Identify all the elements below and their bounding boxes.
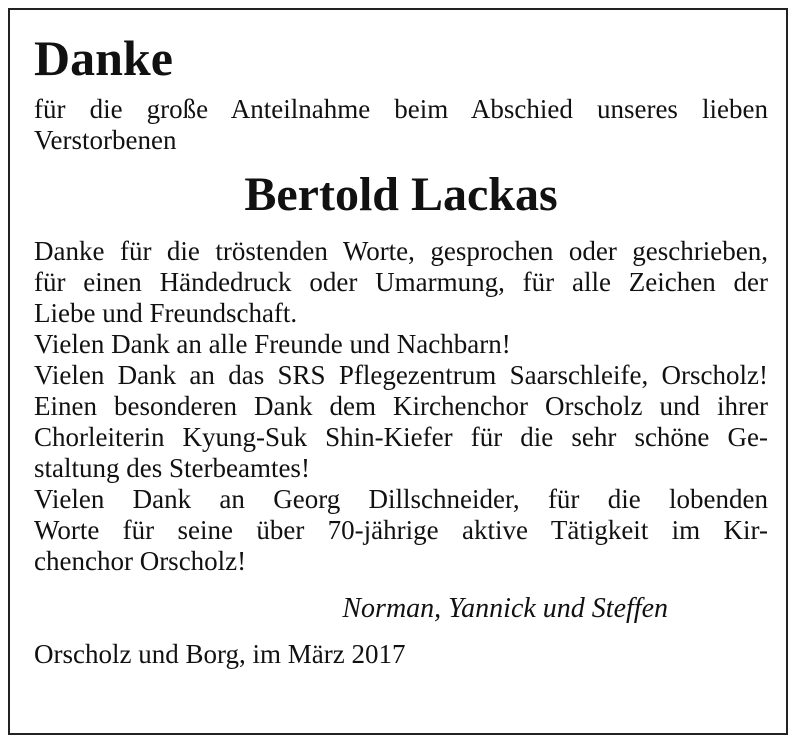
thanks-line: Vielen Dank an das SRS Pflegezentrum Saarschleife, Orscholz! [34,360,768,390]
intro-text [34,94,768,156]
thanks-line: Chorleiterin Kyung-Suk Shin-Kiefer für die sehr schöne Ge- [34,422,768,452]
place-date: Orscholz und Borg, im März 2017 [34,639,406,669]
thanks-line: Danke für die tröstenden Worte, gesprochen oder geschrieben, [34,236,768,266]
thanks-line: staltung des Sterbeamtes! [34,453,310,483]
thanks-line: für einen Händedruck oder Umarmung, für alle Zeichen der [34,267,768,297]
intro-line: Verstorbenen [34,125,177,155]
intro-line: für die große Anteilnahme beim Abschied unseres lieben [34,94,768,124]
notice-content [34,30,768,670]
thanks-line: Worte für seine über 70-jährige aktive Tätigkeit im Kir- [34,515,768,545]
thanks-line: Vielen Dank an alle Freunde und Nachbarn! [34,329,511,359]
thanks-line: Einen besonderen Dank dem Kirchenchor Orscholz und ihrer [34,391,768,421]
thanks-text [34,236,768,577]
thanks-line: chenchor Orscholz! [34,546,247,576]
thanks-line: Liebe und Freundschaft. [34,298,298,328]
deceased-name: Bertold Lackas [244,168,558,221]
notice-heading: Danke [34,30,173,86]
thanks-line: Vielen Dank an Georg Dillschneider, für die lobenden [34,484,768,514]
signature: Norman, Yannick und Steffen [342,593,668,624]
notice-frame [8,8,788,735]
